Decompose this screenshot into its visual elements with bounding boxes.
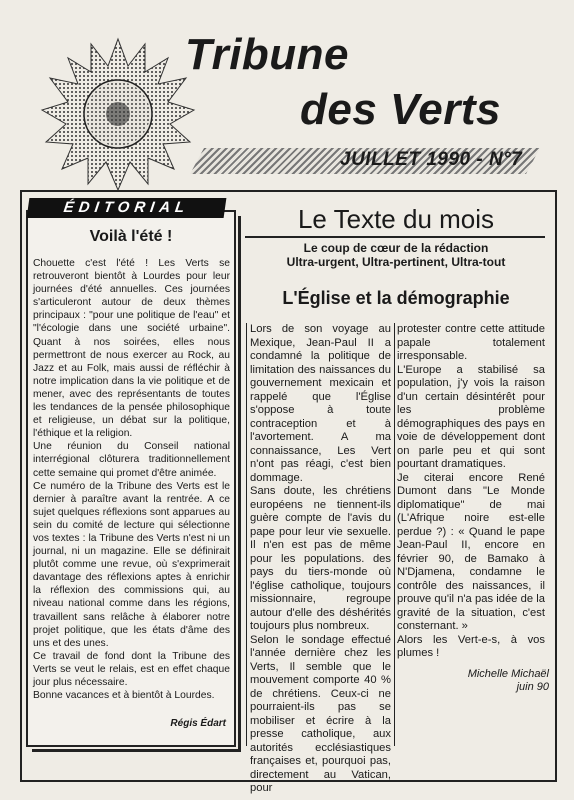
author-date: juin 90: [516, 681, 549, 693]
article-column-2: [397, 323, 545, 661]
column-left-rule: [246, 323, 247, 746]
texte-rule: [245, 236, 545, 238]
editorial-tag: ÉDITORIAL: [27, 198, 227, 218]
editorial-body: [33, 257, 230, 702]
column-divider: [394, 323, 395, 746]
sunflower-logo: [38, 34, 198, 194]
article-paragraph: Sans doute, les chrétiens européens ne tiennent-ils guère compte de l'avis du pape pour leur vie sexuelle. Il n'en est pas de même pour les populations. des pays du tiers-monde où l'église catholique, toujours missionnaire, regroupe autour d'elle des déshérités toujours plus nombreux.: [250, 485, 391, 632]
issue-date: JUILLET 1990 - N°7: [340, 149, 523, 170]
author-name: Michelle Michaël: [467, 668, 549, 680]
editorial-title: Voilà l'été !: [89, 228, 173, 245]
texte-subtitle: [246, 241, 546, 269]
texte-du-mois-title: Le Texte du mois: [297, 204, 495, 234]
texte-subtitle-line2: Ultra-urgent, Ultra-pertinent, Ultra-tout: [286, 255, 506, 269]
masthead-title-line2: des Verts: [300, 85, 501, 134]
editorial-paragraph: Une réunion du Conseil national interrégional clôturera traditionnellement cette semaine qui promet d'être animée.: [33, 441, 230, 479]
texte-subtitle-line1: Le coup de cœur de la rédaction: [303, 241, 489, 255]
article-paragraph: protester contre cette attitude papale totalement irresponsable.: [397, 323, 545, 362]
article-paragraph: Selon le sondage effectué l'année dernière chez les Verts, Il semble que le mouvement comporte 40 % de chrétiens. Ceux-ci ne pourraient-ils pas se mobiliser et écrire à la presse catholique, aux autorités ecclésiastiques françaises et, pourquoi pas, directement au Vatican, pour: [250, 633, 391, 794]
article-column-1: [250, 323, 391, 796]
article-author: [397, 668, 549, 694]
editorial-paragraph: Bonne vacances et à bientôt à Lourdes.: [33, 690, 215, 702]
article-paragraph: Lors de son voyage au Mexique, Jean-Paul II a condamné la politique de limitation des naissances du gouvernement mexicain et rappelé que l'Église s'oppose à toute contraception et à l'avortement. A ma connaissance, Les Vert n'ont pas réagi, c'est bien dommage.: [250, 323, 391, 484]
editorial-paragraph: Ce numéro de la Tribune des Verts est le dernier à paraître avant la rentrée. A ce sujet quelques réflexions sont apparues au sein du comité de lecture qui sélectionne vos textes : la Tribune des Verts n'est ni un journal, ni un magazine. Elle se définirait plutôt comme une revue, où s'exprimerait davantage des réflexions aptes à enrichir la réflexion des commissions qui, au niveau national comme dans les régions, travaillent sans relâche à élaborer notre projet politique, que les états d'âme des uns et des unes.: [33, 480, 230, 649]
issue-band: [190, 148, 540, 174]
article-title: L'Église et la démographie: [282, 288, 510, 308]
editorial-signature: Régis Édart: [170, 718, 226, 729]
editorial-paragraph: Ce travail de fond dont la Tribune des Verts se veut le relais, est en effet chaque jour plus nécessaire.: [33, 650, 230, 688]
article-paragraph: L'Europe a stabilisé sa population, j'y vois la raison d'un certain désintérêt pour les problème démographiques des pays en voie de développement dont on parle peu et qui sont pourtant dramatiques.: [397, 363, 545, 470]
editorial-paragraph: Chouette c'est l'été ! Les Verts se retrouveront bientôt à Lourdes pour leur journées d'été annuelles. Ces journées s'articuleront autour de deux thèmes principaux : "pour une politique de l'eau" et "l'écologie dans une société urbaine". Quant à nos soirées, elles nous permettront de nous exercer au Rock, au Jazz et au Folk, mais aussi de réfléchir à notre implication dans la vie politique et de mener, avec des représentants de toutes les tendances de la pensée philosophique et religieuse, un débat sur la politique, l'éthique et la religion.: [33, 258, 230, 440]
article-paragraph: Alors les Vert-e-s, à vos plumes !: [397, 633, 545, 659]
article-paragraph: Je citerai encore René Dumont dans "Le Monde diplomatique" de mai (L'Afrique noire est-elle perdue ?) : « Quand le pape Jean-Paul II, encore en février 90, de Bamako à N'Djamena, condamne le contrôle des naissances, il prouve qu'il n'a pas idée de la gravité de la situation, c'est consternant. »: [397, 471, 545, 632]
masthead-title-line1: Tribune: [185, 30, 350, 79]
